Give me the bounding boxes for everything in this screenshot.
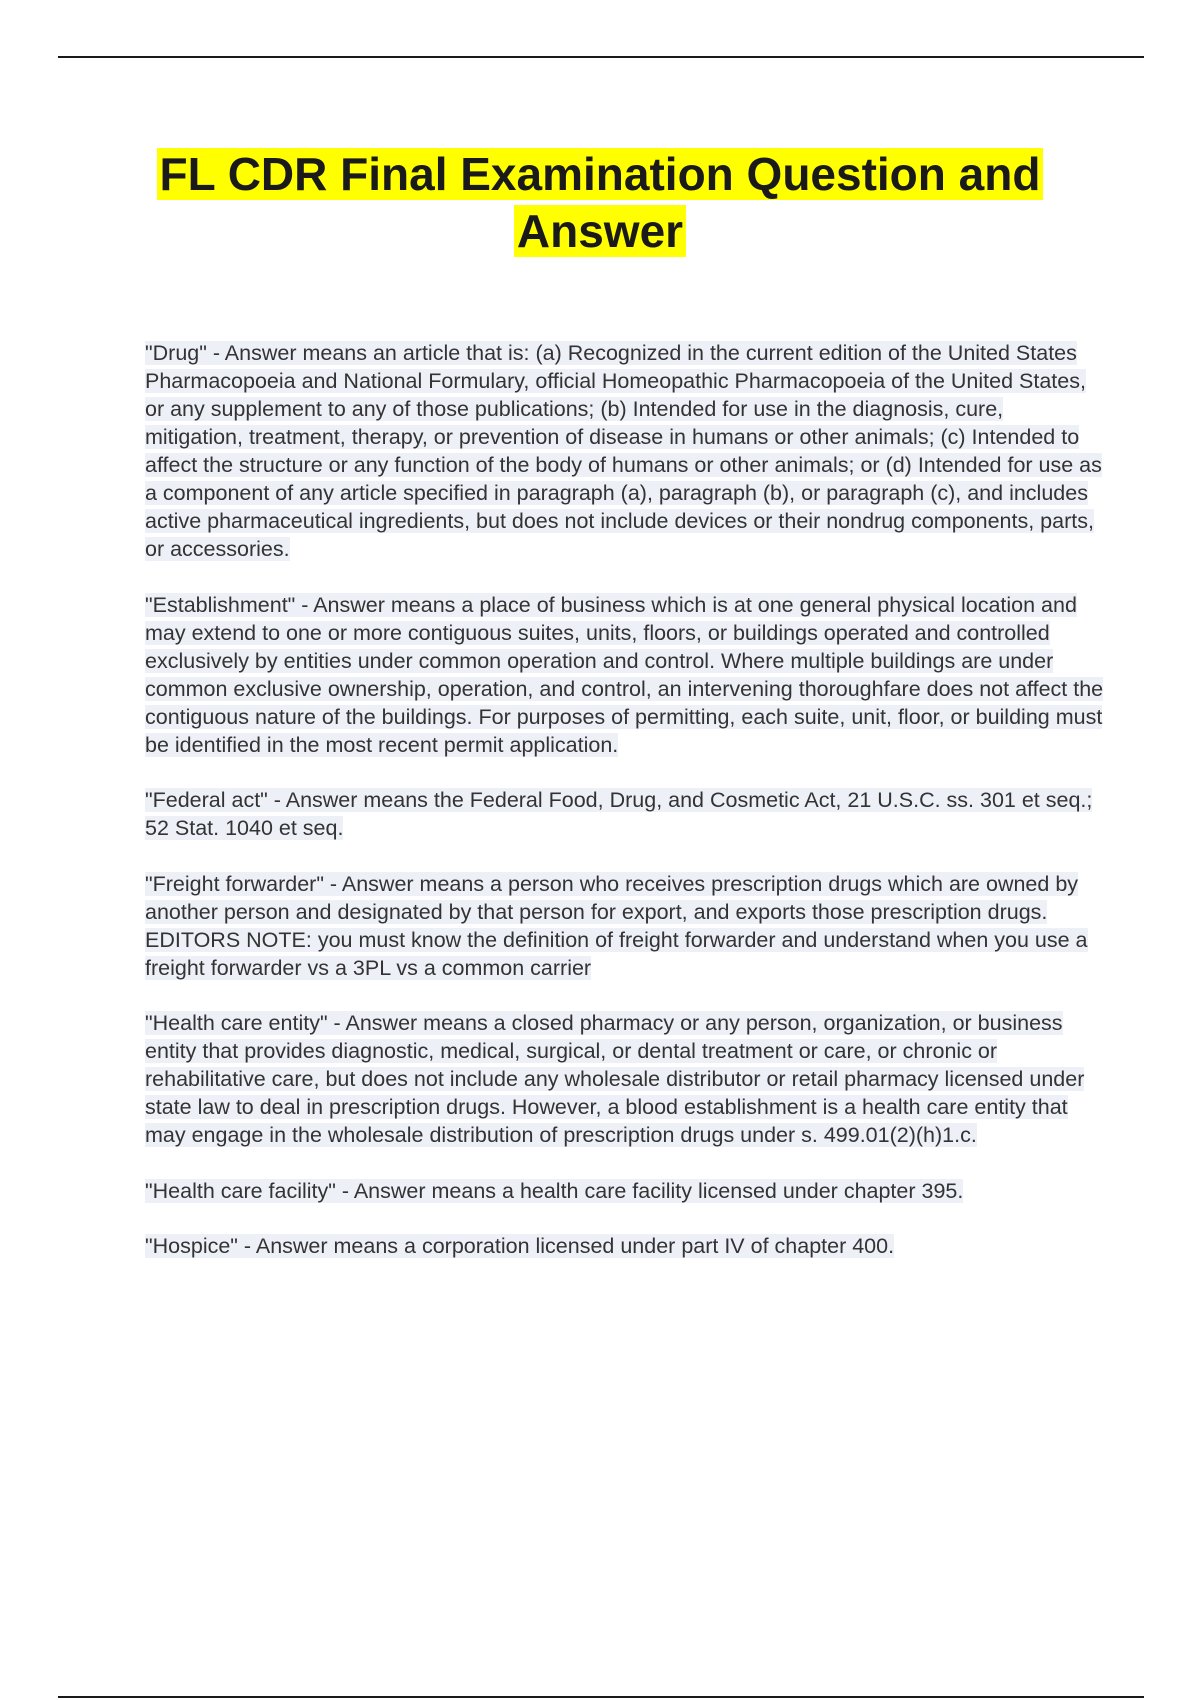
definition-text: "Hospice" - Answer means a corporation licensed under part IV of chapter 400.	[145, 1234, 895, 1258]
definition-drug	[145, 339, 1105, 563]
definition-text: "Drug" - Answer means an article that is: (a) Recognized in the current edition of the United States Pharmacopoeia and National Formulary, official Homeopathic Pharmacopoeia of the United States, or any supplement to any of those publications; (b) Intended for use in the diagnosis, cure, mitigation, treatment, therapy, or prevention of disease in humans or other animals; (c) Intended to affect the structure or any function of the body of humans or other animals; or (d) Intended for use as a component of any article specified in paragraph (a), paragraph (b), or paragraph (c), and includes active pharmaceutical ingredients, but does not include devices or their nondrug components, parts, or accessories.	[145, 341, 1102, 561]
document-title: FL CDR Final Examination Question and Answer	[157, 148, 1044, 257]
definition-health-care-facility	[145, 1177, 1105, 1205]
definition-health-care-entity	[145, 1009, 1105, 1149]
editors-note-text: EDITORS NOTE: you must know the definition of freight forwarder and understand when you use a freight forwarder vs a 3PL vs a common carrier	[145, 927, 1088, 980]
definition-text: "Federal act" - Answer means the Federal Food, Drug, and Cosmetic Act, 21 U.S.C. ss. 301 et seq.; 52 Stat. 1040 et seq.	[145, 788, 1093, 840]
definition-text: "Health care facility" - Answer means a health care facility licensed under chapter 395.	[145, 1178, 964, 1203]
definition-freight-forwarder	[145, 870, 1105, 982]
definition-text: "Health care entity" - Answer means a closed pharmacy or any person, organization, or business entity that provides diagnostic, medical, surgical, or dental treatment or care, or chronic or rehabilitative care, but does not include any wholesale distributor or retail pharmacy licensed under state law to deal in prescription drugs. However, a blood establishment is a health care entity that may engage in the wholesale distribution of prescription drugs under s. 499.01(2)(h)1.c.	[145, 1011, 1085, 1147]
definition-text: "Establishment" - Answer means a place of business which is at one general physical location and may extend to one or more contiguous suites, units, floors, or buildings operated and controlled exclusively by entities under common operation and control. Where multiple buildings are under common exclusive ownership, operation, and control, an intervening thoroughfare does not affect the contiguous nature of the buildings. For purposes of permitting, each suite, unit, floor, or building must be identified in the most recent permit application.	[145, 592, 1104, 757]
title-block	[100, 146, 1100, 260]
editors-note	[145, 926, 1105, 982]
bottom-rule	[58, 1696, 1144, 1698]
definition-federal-act	[145, 786, 1105, 842]
definition-hospice	[145, 1232, 1105, 1260]
definition-text: "Freight forwarder" - Answer means a person who receives prescription drugs which are owned by another person and designated by that person for export, and exports those prescription drugs.	[145, 871, 1079, 924]
document-body	[145, 339, 1105, 1288]
top-rule	[58, 56, 1144, 58]
definition-establishment	[145, 591, 1105, 759]
